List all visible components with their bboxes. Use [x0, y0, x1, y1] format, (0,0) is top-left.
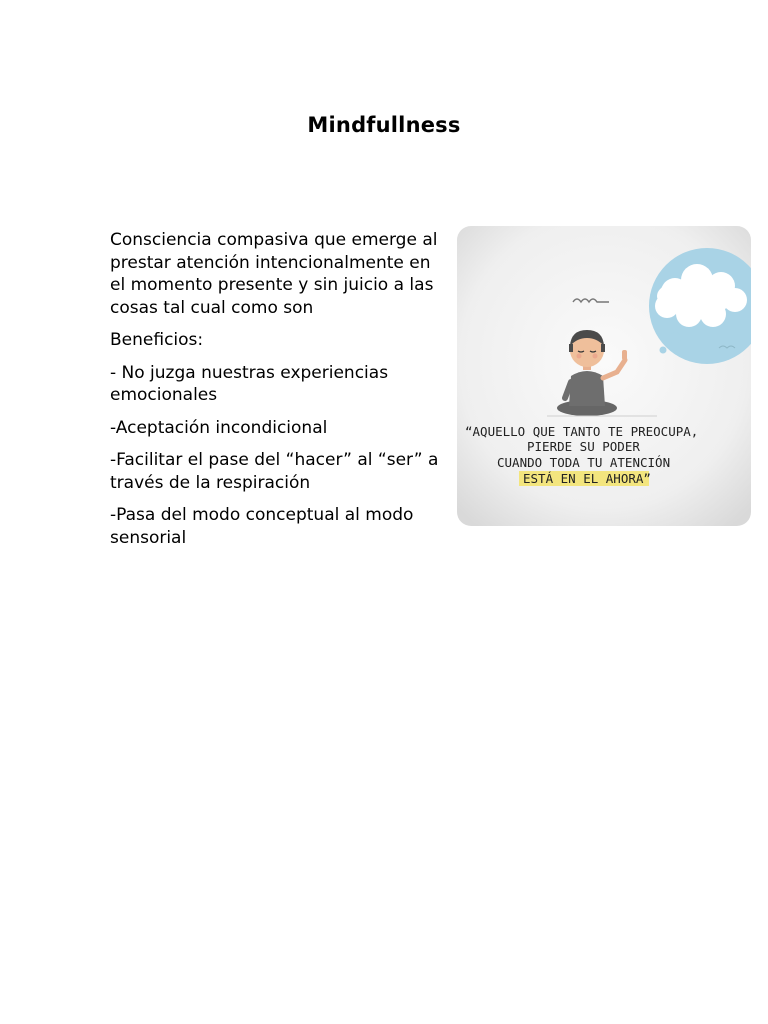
quote-line: CUANDO TODA TU ATENCIÓN — [497, 455, 671, 470]
benefit-item: -Facilitar el pase del “hacer” al “ser” a través de la respiración — [110, 450, 439, 493]
benefit-item: -Pasa del modo conceptual al modo sensorial — [110, 505, 414, 548]
quote-line: ESTÁ EN EL AHORA” — [523, 471, 651, 486]
quote-line: “AQUELLO QUE TANTO TE PREOCUPA, — [465, 424, 699, 439]
benefit-item: -Aceptación incondicional — [110, 417, 328, 438]
meditation-illustration — [457, 226, 751, 526]
page-title: Mindfullness — [307, 113, 461, 137]
quote-line: PIERDE SU PODER — [527, 439, 640, 454]
benefit-item: - No juzga nuestras experiencias emocionales — [110, 362, 389, 405]
document-body — [110, 229, 450, 559]
intro-paragraph: Consciencia compasiva que emerge al prestar atención intencionalmente en el momento presente y sin juicio a las cosas tal cual como son — [110, 230, 438, 318]
benefits-heading: Beneficios: — [110, 330, 204, 350]
